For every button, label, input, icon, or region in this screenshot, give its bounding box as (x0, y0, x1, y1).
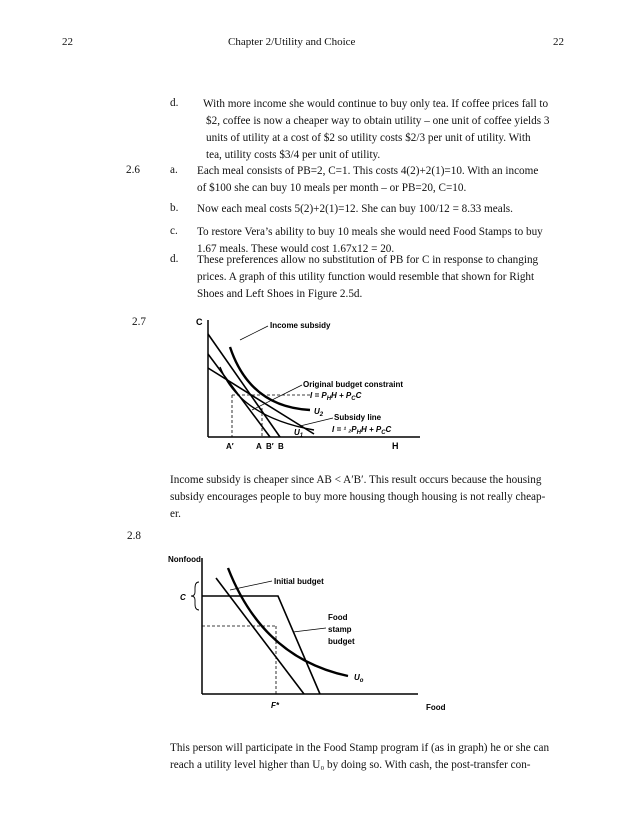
q26-item-d-label: d. (170, 253, 179, 265)
text-line: This person will participate in the Food Stamp program if (as in graph) he or she can (170, 742, 550, 754)
q28-text (170, 740, 570, 774)
b-label: B (278, 442, 284, 451)
text-line: 1.67 meals. These would cost 1.67x12 = 20. (197, 243, 395, 255)
x-axis-label: H (392, 441, 399, 451)
c-label: C (180, 593, 186, 602)
q28-number: 2.8 (127, 530, 141, 542)
text-line: Income subsidy is cheaper since AB < A′B′. This result occurs because the housing (170, 474, 542, 486)
income-subsidy-line (208, 334, 280, 437)
y-axis-label: C (196, 317, 203, 327)
income-subsidy-label: Income subsidy (270, 321, 331, 330)
q26-item-c-label: c. (170, 225, 178, 237)
initial-budget-label: Initial budget (274, 577, 324, 586)
a-prime-label: A′ (226, 442, 234, 451)
q26-item-a-text (197, 163, 567, 197)
text-line: prices. A graph of this utility function would resemble that shown for Right (197, 271, 535, 283)
text-line: subsidy encourages people to buy more housing though housing is not really cheap- (170, 491, 546, 503)
text-line: er. (170, 508, 181, 520)
f-star-label: F* (271, 701, 279, 710)
q25-item-d-text (203, 96, 563, 164)
u1-label: $U_1$ (294, 428, 304, 439)
leader-line (293, 628, 326, 632)
page-number-left: 22 (62, 36, 73, 48)
food-stamp-label-line3: budget (328, 637, 355, 646)
q26-item-d-text (197, 252, 567, 303)
leader-line (240, 326, 268, 340)
leader-line (252, 385, 302, 410)
q26-item-b-label: b. (170, 202, 179, 214)
page-number-right: 22 (553, 36, 564, 48)
text-line: Each meal consists of PB=2, C=1. This costs 4(2)+2(1)=10. With an income (197, 165, 539, 177)
text-line: reach a utility level higher than U₀ by doing so. With cash, the post-transfer con- (170, 759, 531, 771)
q26-item-b-text (197, 201, 567, 218)
a-label: A (256, 442, 262, 451)
original-budget-equation: $I = P_HH + P_CC$ (310, 391, 362, 402)
b-prime-label: B′ (266, 442, 274, 451)
q27-text (170, 472, 570, 523)
food-stamp-label-line2: stamp (328, 625, 352, 634)
u2-label: $U_2$ (314, 407, 324, 418)
text-line: With more income she would continue to buy only tea. If coffee prices fall to (203, 98, 549, 110)
u0-label: $U_o$ (354, 673, 364, 684)
subsidy-line-equation: I = ¹ $_2P_HH + P_CC$ (332, 425, 392, 436)
text-line: tea, utility costs $3/4 per unit of utility. (206, 149, 381, 161)
y-axis-label: Nonfood (168, 555, 201, 564)
text-line: Now each meal costs 5(2)+2(1)=12. She can buy 100/12 = 8.33 meals. (197, 203, 513, 215)
text-line: of $100 she can buy 10 meals per month – or PB=20, C=10. (197, 182, 467, 194)
q25-item-d-label: d. (170, 97, 179, 109)
text-line: $2, coffee is now a cheaper way to obtain utility – one unit of coffee yields 3 (206, 115, 550, 127)
food-stamp-label-line1: Food (328, 613, 348, 622)
subsidy-line-label: Subsidy line (334, 413, 382, 422)
original-budget-label: Original budget constraint (303, 380, 404, 389)
x-axis-label: Food (426, 703, 446, 712)
leader-line (300, 418, 333, 426)
text-line: Shoes and Left Shoes in Figure 2.5d. (197, 288, 363, 300)
q26-item-a-label: a. (170, 164, 178, 176)
text-line: To restore Vera’s ability to buy 10 meals she would need Food Stamps to buy (197, 226, 543, 238)
text-line: units of utility at a cost of $2 so utility costs $2/3 per unit of utility. With (206, 132, 531, 144)
figure-food-stamps (168, 548, 458, 718)
text-line: These preferences allow no substitution of PB for C in response to changing (197, 254, 539, 266)
q27-number: 2.7 (132, 316, 146, 328)
food-stamp-budget-line (202, 596, 320, 694)
running-title: Chapter 2/Utility and Choice (228, 36, 356, 48)
c-brace (191, 582, 199, 610)
q26-number: 2.6 (126, 164, 140, 176)
figure-housing-subsidy (190, 312, 450, 457)
